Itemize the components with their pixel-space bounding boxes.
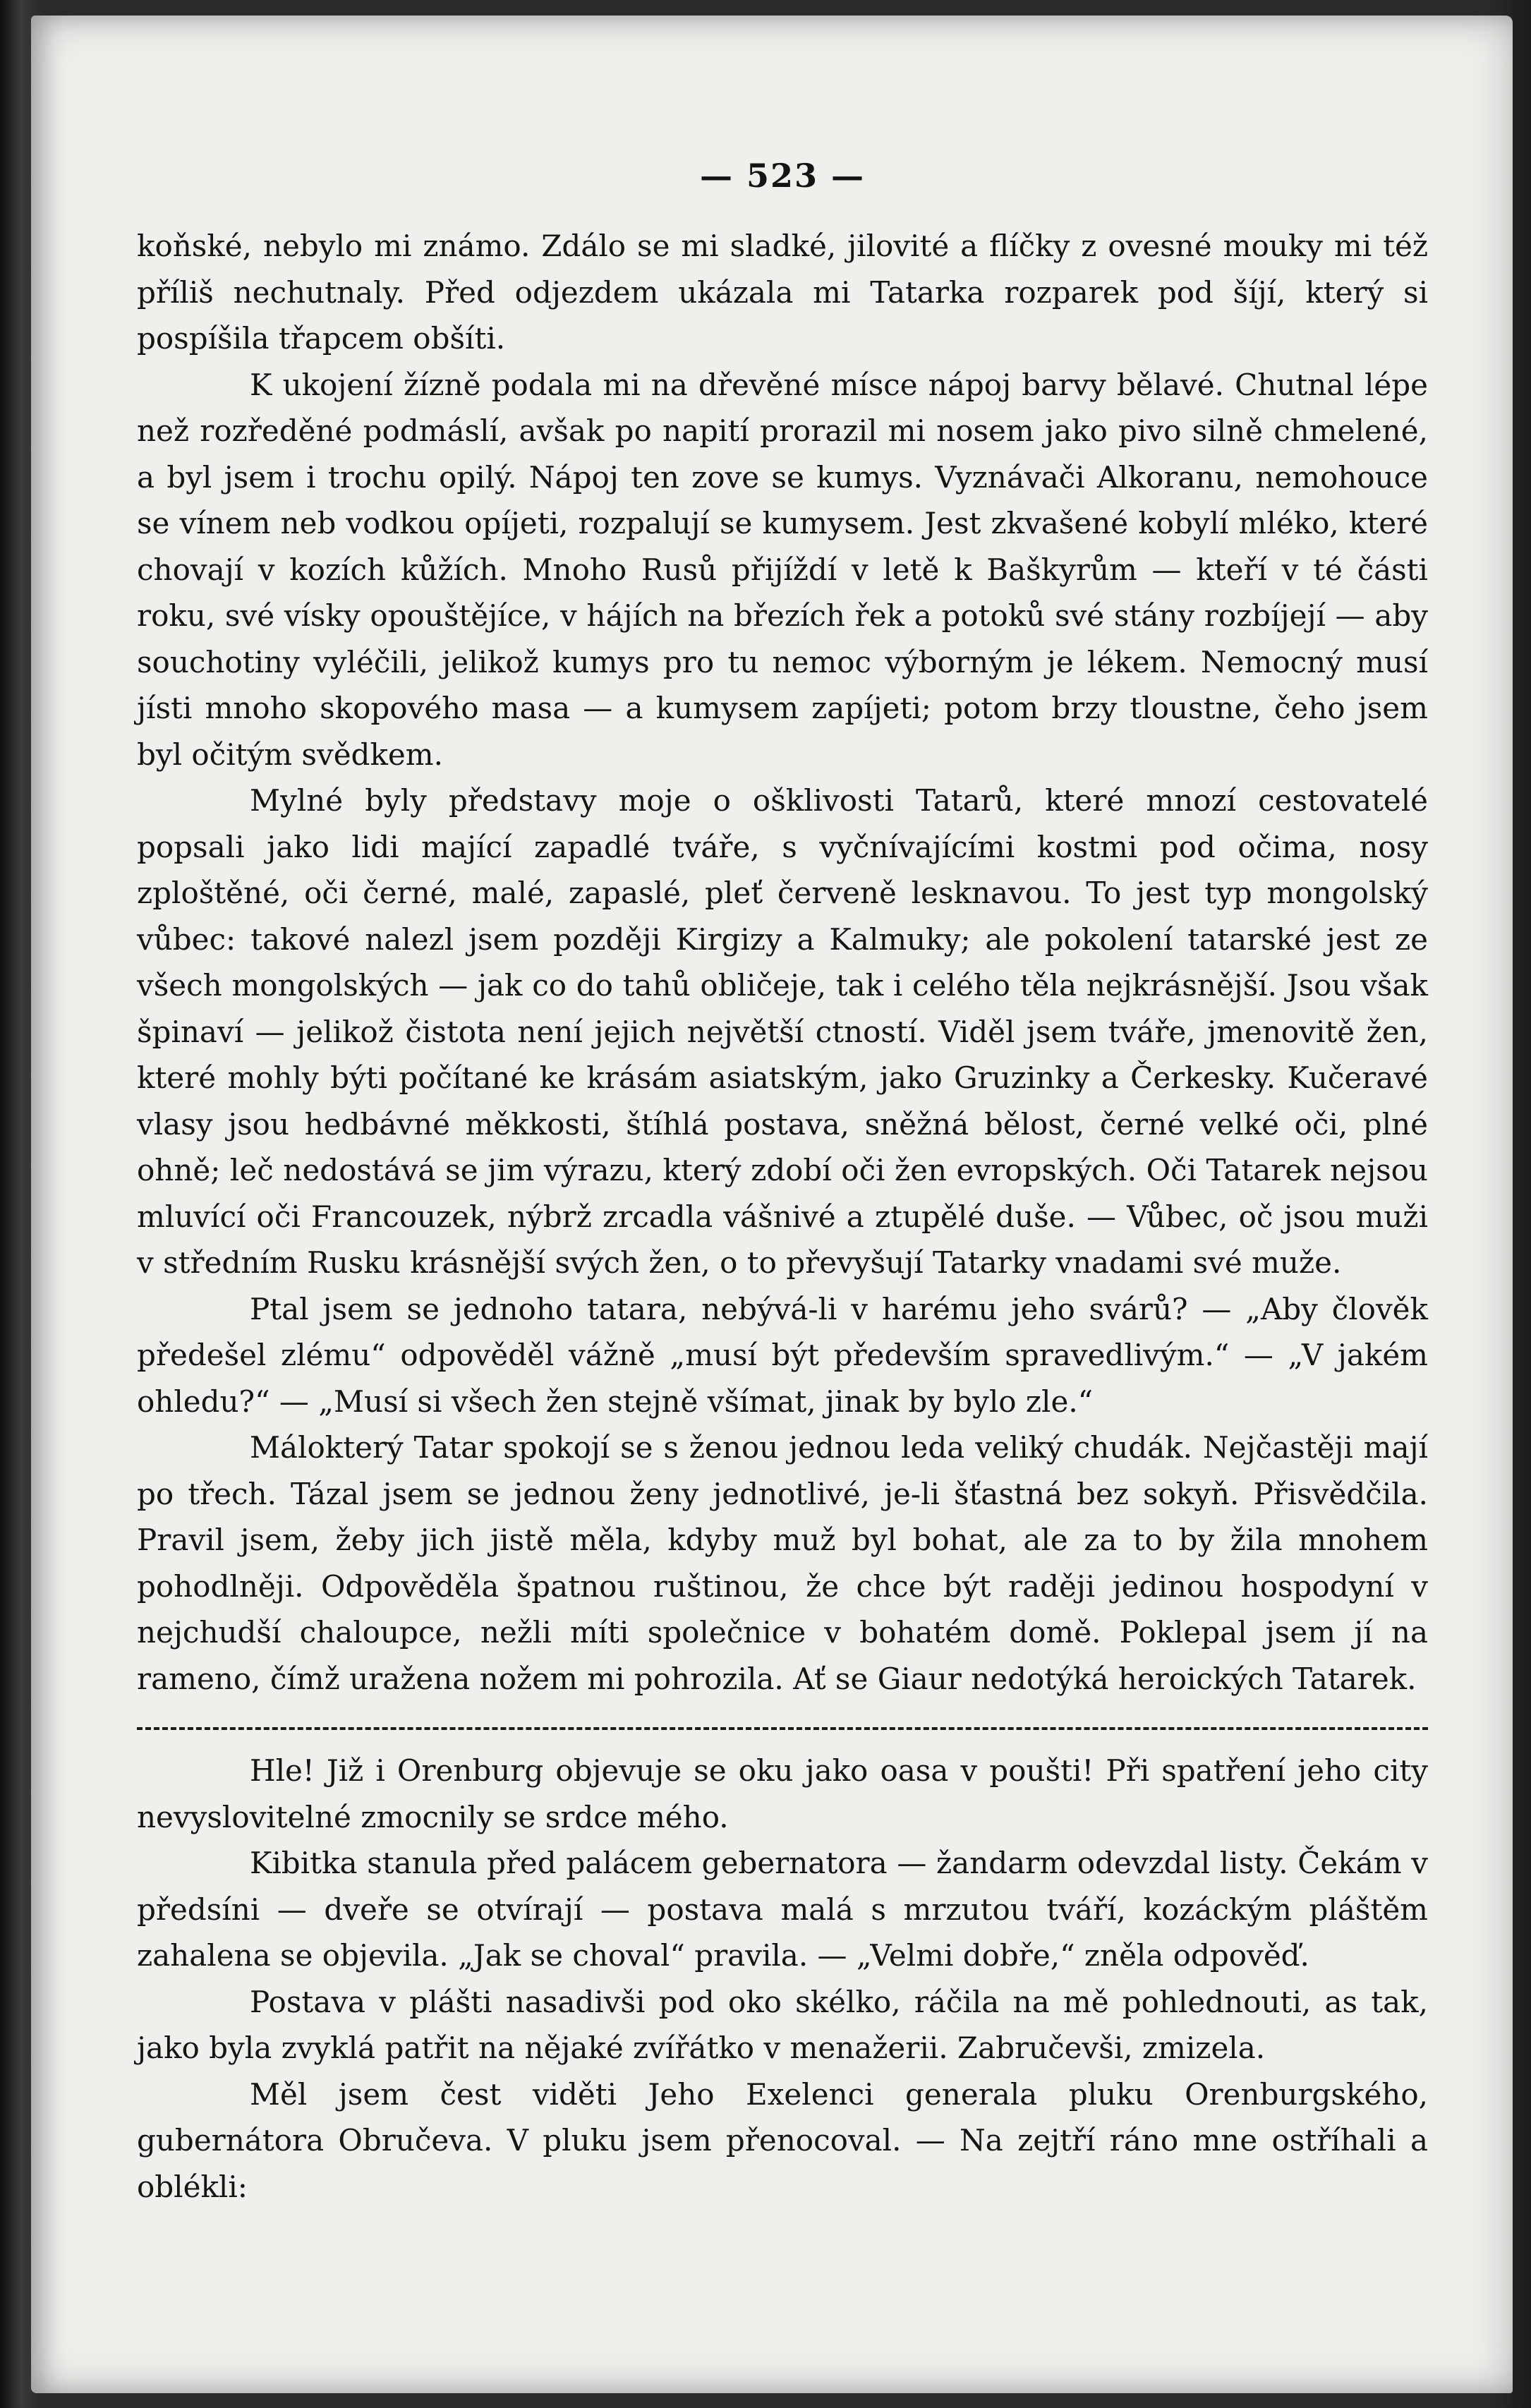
paragraph: Postava v plášti nasadivši pod oko skélko, ráčila na mě pohlednouti, as tak, jako byla zvyklá patřit na nějaké zvířátko v menažerii. Zabručevši, zmizela. bbox=[137, 1984, 1428, 2065]
paragraph: Ptal jsem se jednoho tatara, nebývá-li v harému jeho svárů? — „Aby člověk předešel zlému“ odpověděl vážně „musí být především spravedlivým.“ — „V jakém ohledu?“ — „Musí si všech žen stejně všímat, jinak by bylo zle.“ bbox=[137, 1291, 1428, 1419]
book-page bbox=[31, 16, 1513, 2393]
paragraph: Hle! Již i Orenburg objevuje se oku jako oasa v poušti! Při spatření jeho city nevyslovitelné zmocnily se srdce mého. bbox=[137, 1753, 1428, 1834]
paragraph: Kibitka stanula před palácem gebernatora — žandarm odevzdal listy. Čekám v předsíni — dveře se otvírají — postava malá s mrzutou tváří, kozáckým pláštěm zahalena se objevila. „Jak se choval“ pravila. — „Velmi dobře,“ zněla odpověď. bbox=[137, 1846, 1428, 1973]
section-separator bbox=[137, 1702, 1428, 1748]
page-number: — 523 — bbox=[699, 157, 866, 195]
page-content bbox=[137, 157, 1428, 2210]
paragraph: Měl jsem čest viděti Jeho Exelenci generala pluku Orenburgského, gubernátora Obručeva. V pluku jsem přenocoval. — Na zejtří ráno mne ostříhali a oblékli: bbox=[137, 2076, 1428, 2204]
paragraph: Mylné byly představy moje o ošklivosti Tatarů, které mnozí cestovatelé popsali jako lidi mající zapadlé tváře, s vyčnívajícími kostmi pod očima, nosy zploštěné, oči černé, malé, zapaslé, pleť červeně lesknavou. To jest typ mongolský vůbec: takové nalezl jsem později Kirgizy a Kalmuky; ale pokolení tatarské jest ze všech mongolských — jak co do tahů obličeje, tak i celého těla nejkrásnější. Jsou však špinaví — jelikož čistota není jejich největší ctností. Viděl jsem tváře, jmenovitě žen, které mohly býti počítané ke krásám asiatským, jako Gruzinky a Čerkesky. Kučeravé vlasy jsou hedbávné měkkosti, štíhlá postava, sněžná bělost, černé velké oči, plné ohně; leč nedostává se jim výrazu, který zdobí oči žen evropských. Oči Tatarek nejsou mluvící oči Francouzek, nýbrž zrcadla vášnivé a ztupělé duše. — Vůbec, oč jsou muži v středním Rusku krásnější svých žen, o to převyšují Tatarky vnadami své muže. bbox=[137, 783, 1428, 1280]
paragraph: koňské, nebylo mi známo. Zdálo se mi sladké, jilovité a flíčky z ovesné mouky mi též příliš nechutnaly. Před odjezdem ukázala mi Tatarka rozparek pod šíjí, který si pospíšila třapcem obšíti. bbox=[137, 229, 1428, 356]
paragraph: Málokterý Tatar spokojí se s ženou jednou leda veliký chudák. Nejčastěji mají po třech. Tázal jsem se jednou ženy jednotlivé, je-li šťastná bez sokyň. Přisvědčila. Pravil jsem, žeby jich jistě měla, kdyby muž byl bohat, ale za to by žila mnohem pohodlněji. Odpověděla špatnou ruštinou, že chce být raději jedinou hospodyní v nejchudší chaloupce, nežli míti společnice v bohatém domě. Poklepal jsem jí na rameno, čímž uražena nožem mi pohrozila. Ať se Giaur nedotýká heroických Tatarek. bbox=[137, 1430, 1428, 1696]
paragraph: K ukojení žízně podala mi na dřevěné mísce nápoj barvy bělavé. Chutnal lépe než rozředěné podmáslí, avšak po napití prorazil mi nosem jako pivo silně chmelené, a byl jsem i trochu opilý. Nápoj ten zove se kumys. Vyznávači Alkoranu, nemohouce se vínem neb vodkou opíjeti, rozpalují se kumysem. Jest zkvašené kobylí mléko, které chovají v kozích kůžích. Mnoho Rusů přijíždí v letě k Baškyrům — kteří v té části roku, své vísky opouštějíce, v hájích na březích řek a potoků své stány rozbíjejí — aby souchotiny vyléčili, jelikož kumys pro tu nemoc výborným je lékem. Nemocný musí jísti mnoho skopového masa — a kumysem zapíjeti; potom brzy tloustne, čeho jsem byl očitým svědkem. bbox=[137, 367, 1428, 772]
